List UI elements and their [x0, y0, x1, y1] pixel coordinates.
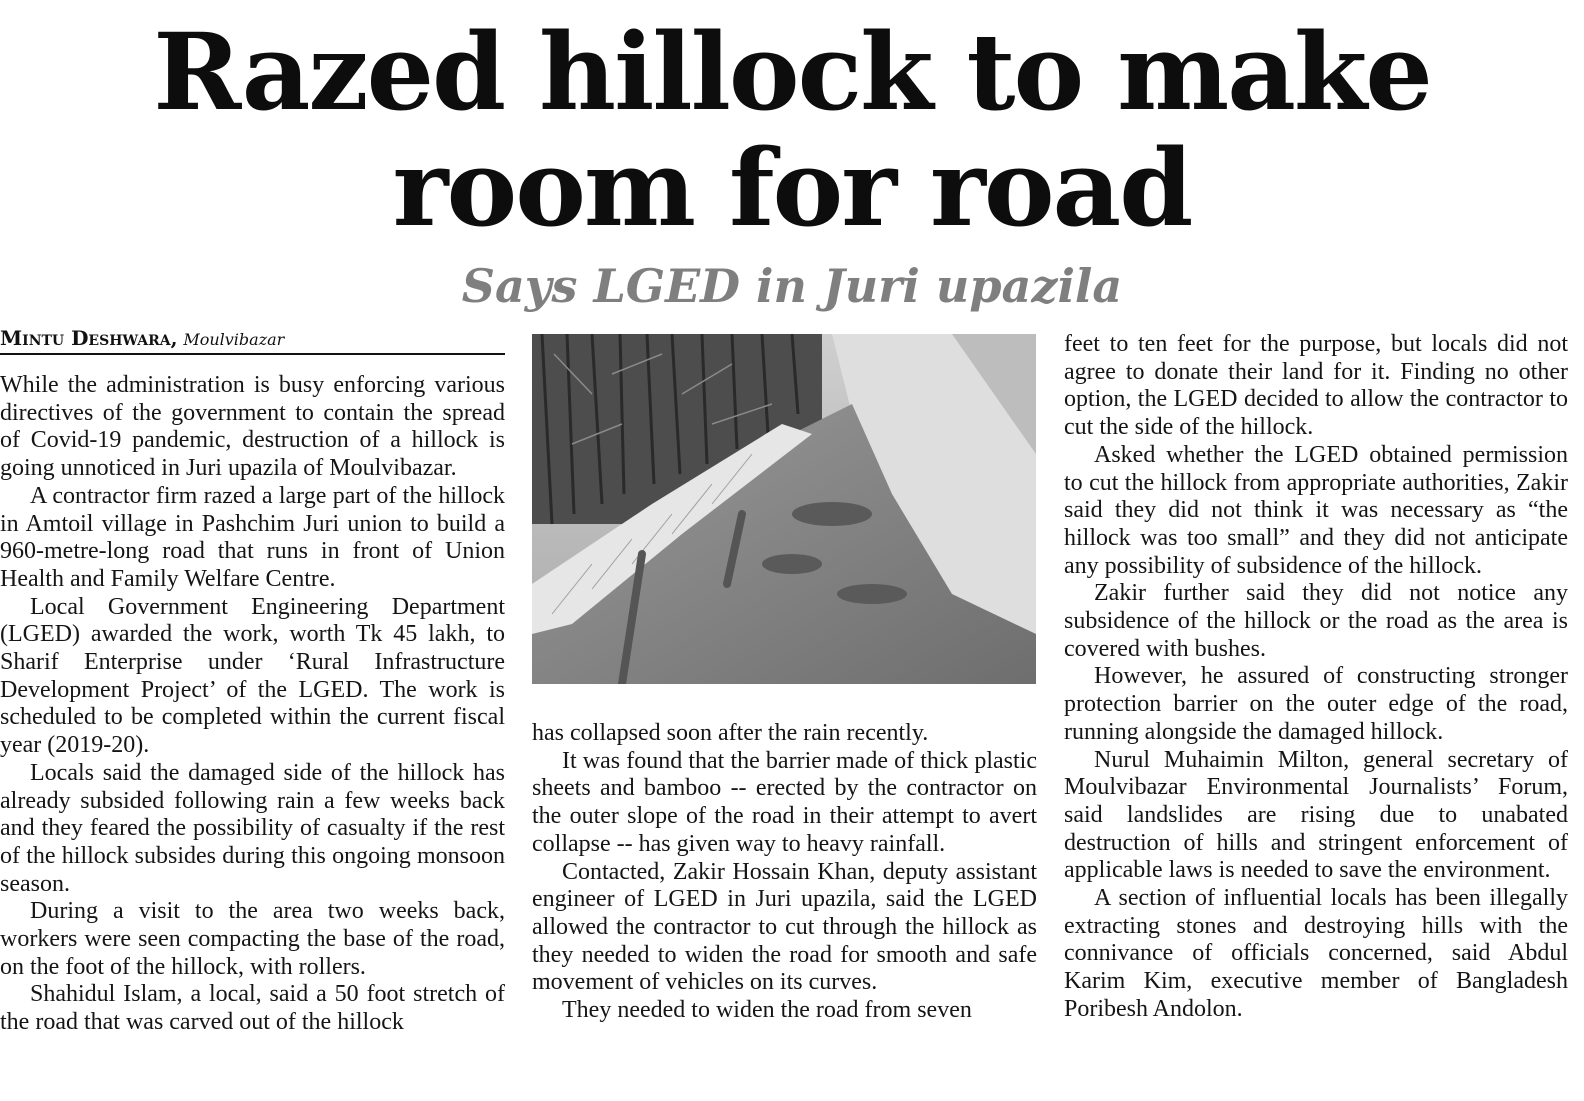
article-column-1 — [0, 372, 505, 1090]
paragraph: During a visit to the area two weeks back, workers were seen compacting the base of the road, on the foot of the hillock, with rollers. — [0, 898, 505, 980]
paragraph: A section of influential locals has been illegally extracting stones and destroying hills with the connivance of officials concerned, said Abdul Karim Kim, executive member of Bangladesh Poribesh Andolon. — [1064, 885, 1568, 1022]
paragraph: Shahidul Islam, a local, said a 50 foot stretch of the road that was carved out of the hillock — [0, 981, 505, 1036]
paragraph: Asked whether the LGED obtained permission to cut the hillock from appropriate authorities, Zakir said they did not think it was necessary as “the hillock was too small” and they did not anticipate any possibility of subsidence of the hillock. — [1064, 441, 1568, 579]
paragraph: Nurul Muhaimin Milton, general secretary of Moulvibazar Environmental Journalists’ Forum, said landslides are rising due to unabated destruction of hills and stringent enforcement of applicable laws is needed to save the environment. — [1064, 746, 1568, 884]
paragraph: A contractor firm razed a large part of the hillock in Amtoil village in Pashchim Juri union to build a 960-metre-long road that runs in front of Union Health and Family Welfare Centre. — [0, 482, 505, 592]
subheadline: Says LGED in Juri upazila — [461, 259, 1123, 313]
byline — [0, 325, 505, 355]
paragraph: has collapsed soon after the rain recently. — [532, 720, 929, 746]
byline-location: Moulvibazar — [183, 330, 285, 349]
paragraph: Zakir further said they did not notice any subsidence of the hillock or the road as the area is covered with bushes. — [1064, 580, 1568, 662]
news-photo — [532, 334, 1036, 684]
paragraph: Contacted, Zakir Hossain Khan, deputy assistant engineer of LGED in Juri upazila, said the LGED allowed the contractor to cut through the hillock as they needed to widen the road for smooth and safe movement of vehicles on its curves. — [532, 858, 1037, 996]
article-column-3 — [1064, 331, 1568, 1095]
byline-author: Mintu Deshwara, — [0, 326, 178, 350]
paragraph: Locals said the damaged side of the hillock has already subsided following rain a few weeks back and they feared the possibility of casualty if the rest of the hillock subsides during this ongoing monsoon season. — [0, 759, 505, 897]
paragraph: It was found that the barrier made of thick plastic sheets and bamboo -- erected by the contractor on the outer slope of the road in their attempt to avert collapse -- has given way to heavy rainfall. — [532, 747, 1037, 857]
paragraph: However, he assured of constructing stronger protection barrier on the outer edge of the road, running alongside the damaged hillock. — [1064, 663, 1568, 745]
article-column-2 — [532, 720, 1037, 1095]
headline-line-1: Razed hillock to make — [153, 9, 1431, 134]
paragraph: feet to ten feet for the purpose, but locals did not agree to donate their land for it. Finding no other option, the LGED decided to allow the contractor to cut the side of the hillock. — [1064, 331, 1568, 441]
paragraph: While the administration is busy enforcing various directives of the government to contain the spread of Covid-19 pandemic, destruction of a hillock is going unnoticed in Juri upazila of Moulvibazar. — [0, 372, 505, 482]
photo-collapsed-hillock-road-icon — [532, 334, 1036, 684]
headline-line-2: room for road — [392, 125, 1192, 250]
paragraph: They needed to widen the road from seven — [562, 997, 972, 1024]
paragraph: Local Government Engineering Department (LGED) awarded the work, worth Tk 45 lakh, to Sharif Enterprise under ‘Rural Infrastructure Development Project’ of the LGED. The work is scheduled to be completed within the current fiscal year (2019-20). — [0, 593, 505, 759]
headline — [0, 9, 1584, 250]
